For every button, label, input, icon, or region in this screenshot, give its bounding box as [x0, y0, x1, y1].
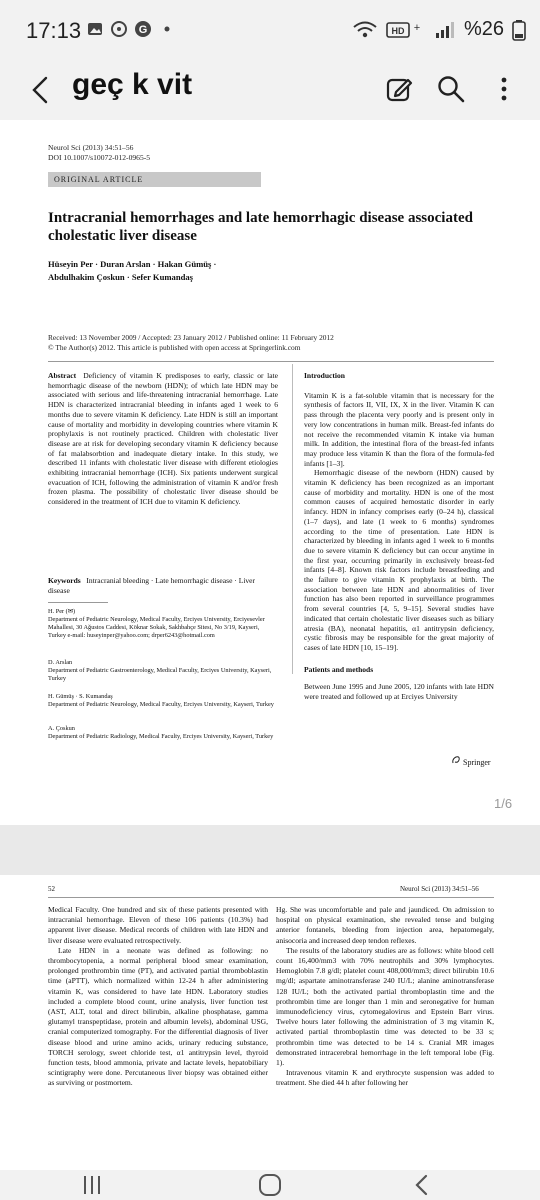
- pdf-page-1: [0, 120, 540, 825]
- introduction: [304, 371, 494, 702]
- pdf-viewer[interactable]: [0, 120, 540, 1170]
- intro-heading: Introduction: [304, 371, 345, 380]
- status-right: [352, 18, 526, 41]
- gallery-notification-icon: [86, 20, 104, 38]
- patients-methods-heading: Patients and methods: [304, 664, 374, 674]
- affiliation-1: [48, 608, 278, 640]
- pdf-page-2: [0, 875, 540, 1170]
- page-number: 52: [48, 885, 55, 893]
- aff1-name: H. Per (✉): [48, 608, 76, 615]
- authors-line-2: Abdulhakim Çoskun · Sefer Kumandaş: [48, 272, 194, 282]
- aff2-name: D. Arslan: [48, 659, 73, 666]
- springer-logo-icon: [451, 755, 461, 765]
- navigation-bar: [0, 1170, 540, 1200]
- doi-line: DOI 10.1007/s10072-012-0965-5: [48, 153, 151, 162]
- keywords-label: Keywords: [48, 576, 81, 585]
- springer-logo: [451, 755, 491, 767]
- page2-left-paragraph-1: Medical Faculty. One hundred and six of these patients presented with intracranial hemorrhage. Eleven of these 106 patients (10.3%) had apparent liver disease. Medical records of children with late HDN and liver disease were evaluated retrospectively.: [48, 905, 268, 945]
- abstract-label: Abstract: [48, 371, 77, 380]
- dot-icon: [158, 20, 176, 38]
- page2-journal-line: Neurol Sci (2013) 34:51–56: [400, 885, 479, 893]
- journal-line: Neurol Sci (2013) 34:51–56: [48, 143, 134, 152]
- status-bar: [0, 0, 540, 60]
- document-title: geç k vit: [72, 68, 193, 101]
- data-saver-icon: [110, 20, 128, 38]
- back-arrow-icon[interactable]: [26, 72, 56, 108]
- page2-left-paragraph-2: Late HDN in a neonate was defined as following: no thrombocytopenia, a normal peripheral blood smear examination, prolonged prothrombin time (PT), and activated partial thromboblastin time (aPTT), which normalized within 12-24 h after administering vitamin K, was considered to have late HDN. Laboratory studies included a complete blood count, urine analysis, liver function test (AST, ALT, total and direct bilirubin, alkaline phosphatase, gamma glutamyl transpeptidase, protein and albumin levels), abdominal USG, cranial computerized tomography. For the differential diagnosis of liver disease blood and urine amino acids, urinary reducing substance, TORCH serology, sweet chloride test, α1 antitrypsin level, thyroid function tests, blood ammonia, private and lactate levels, hepatobiliary scintigraphy were done. Percutaneous liver biopsy was obtained either as surviving or postmortem.: [48, 945, 268, 1088]
- aff1-text: Department of Pediatric Neurology, Medical Faculty, Erciyes University, Erciyesevler Mahallesi, 30 Ağustos Caddesi, Köknar Sokak, Sakhbahçe Sitesi, No 3/19, Kayseri, Turkey e-mail: huseyinper@yahoo.com; drper6243@hotmail.com: [48, 616, 265, 639]
- recents-icon[interactable]: [80, 1175, 104, 1195]
- section-label: ORIGINAL ARTICLE: [54, 175, 144, 184]
- affiliation-2: [48, 659, 278, 683]
- journal-meta: [48, 143, 150, 163]
- page2-right-paragraph-1: Hg. She was uncomfortable and pale and jaundiced. On admission to hospital on physical examination, she revealed tense and bulging anterior fontanels, bleeding from injection area, hepatomegaly, anisocoria and increased deep tendon reflexes.: [276, 905, 494, 945]
- page2-right-paragraph-2: The results of the laboratory studies are as follows: white blood cell count 16,400/mm3 with 70% neutrophils and 30% lymphocytes. Hemoglobin 7.8 g/dl; platelet count 408,000/mm3; direct bilirubin 10.6 mg/dl; aspartate aminotransferase 240 IU/L; alanine aminotransferase 128 IU/L; both the activated partial thromboplastin time and the prothrombin time are longer than 1 min and seronegative for human immunodeficiency virus, cytomegalovirus and Epstein Barr virus. Twelve hours later following the administration of 3 mg vitamin K, activated partial thromboplastin time was detected to be 33 s; prothrombin time was detected to be 14 s. Cranial MR images demonstrated intracerebral hemorrhage in the left temporal lobe (Fig. 1).: [276, 945, 494, 1068]
- affiliation-3: [48, 693, 278, 709]
- search-icon[interactable]: [436, 74, 466, 104]
- intro-paragraph-1: Vitamin K is a fat-soluble vitamin that is necessary for the synthesis of factors II, VII, IX, X in the liver. Vitamin K can pass through the placenta very poorly and is present only in very low concentrations in human milk. Breast-fed infants do not receive the recommended vitamin K intake via human milk. In addition, the intestinal flora of the breast-fed infants may produce less vitamin K than the flora of the formula-fed infants [1–3].: [304, 390, 494, 468]
- keywords-text: Intracranial bleeding · Late hemorrhagic disease · Liver disease: [48, 576, 256, 595]
- edit-icon[interactable]: [384, 74, 414, 104]
- g-circle-icon: [134, 20, 152, 38]
- authors: [48, 258, 348, 284]
- dates-block: [48, 333, 488, 353]
- authors-line-1: Hüseyin Per · Duran Arslan · Hakan Gümüş ·: [48, 259, 217, 269]
- home-icon[interactable]: [258, 1174, 282, 1196]
- page2-header-rule: [48, 897, 494, 898]
- aff4-name: A. Çoskun: [48, 725, 75, 732]
- battery-icon: [512, 19, 526, 41]
- dates-line: Received: 13 November 2009 / Accepted: 23 January 2012 / Published online: 11 February 2012: [48, 333, 334, 342]
- svg-text:+: +: [413, 21, 421, 34]
- svg-text:G: G: [138, 24, 148, 36]
- patients-methods-text: Between June 1995 and June 2005, 120 infants with late HDN were treated and followed up at Erciyes University: [304, 682, 494, 702]
- aff3-text: Department of Pediatric Neurology, Medical Faculty, Erciyes University, Kayseri, Turkey: [48, 701, 274, 708]
- affiliation-4: [48, 725, 278, 741]
- back-nav-icon[interactable]: [412, 1174, 432, 1196]
- wifi-icon: [352, 20, 378, 40]
- status-time: 17:13: [26, 18, 82, 43]
- page2-left-column: [48, 905, 268, 1089]
- intro-paragraph-2: Hemorrhagic disease of the newborn (HDN) caused by vitamin K deficiency has been recognized as an important cause of morbidity and mortality. HDN is one of the most common causes of acquired hemostatic disorder in early infancy. HDN in infancy comprises early (0–24 h), classical (1–7 days), and late (1 week to 6 months) syndromes according to the time of presentation. Late HDN is characterized by bleeding in infants aged 1 week to 6 months due to severe vitamin K deficiency but can occur anytime in the first year, occurring primarily in exclusively breast-fed infants [4–8]. Known risk factors include breastfeeding and the failure to give vitamin K prophylaxis at birth. The association between late HDN and abnormalities of liver function has also been reported in surveillance programmes from several countries [4, 5, 9–15]. Several studies have indicated that certain cholestatic liver diseases such as biliary atresia (BA), neonatal hepatitis, α1 antitrypsin deficiency, cystic fibrosis may be responsible for the great majority of cases of late HDN [10, 15–19].: [304, 468, 494, 652]
- notification-icons: [86, 20, 176, 38]
- volte-icon: [386, 20, 426, 40]
- article-title: Intracranial hemorrhages and late hemorrhagic disease associated cholestatic liver disease: [48, 210, 473, 244]
- aff4-text: Department of Pediatric Radiology, Medical Faculty, Erciyes University, Kayseri, Turkey: [48, 733, 274, 740]
- page-indicator: 1/6: [494, 796, 513, 811]
- more-vert-icon[interactable]: [498, 74, 510, 104]
- aff3-name: H. Gümüş · S. Kumandaş: [48, 693, 113, 700]
- abstract-text: Deficiency of vitamin K predisposes to early, classic or late hemorrhagic disease of the newborn (HDN); of which late HDN may be associated with serious and life-threatening intracranial hemorrhage. Late HDN is characterized intracranial bleeding in infants aged 1 week to 6 months due to severe vitamin K deficiency. Late HDN is still an important cause of mortality and morbidity in developing countries where vitamin K prophylaxis is not routinely practiced. Children with cholestatic liver disease are at risk for developing secondary vitamin K deficiency because of fat malabsorbtion and inadequate dietary intake. In this study, we described 11 infants with cholestatic liver disease with different etiologies exhibiting intracranial hemorrhage (ICH). Six patients underwent surgical evacuation of ICH, following the administration of vitamin K and/or fresh frozen plasma. The possibility of cholestatic liver disease should be considered in the treatment of ICH due to vitamin K deficiency.: [48, 371, 278, 507]
- column-divider: [292, 364, 293, 674]
- section-banner: [48, 172, 261, 187]
- header-rule: [48, 361, 494, 362]
- signal-icon: [434, 20, 456, 40]
- svg-text:HD: HD: [391, 25, 405, 36]
- aff2-text: Department of Pediatric Gastroenterology, Medical Faculty, Erciyes University, Kayseri, Turkey: [48, 667, 272, 682]
- affiliation-rule: [48, 602, 108, 603]
- page2-right-column: [276, 905, 494, 1089]
- page2-right-paragraph-3: Intravenous vitamin K and erythrocyte suspension was added to treatment. She died 44 h after following her: [276, 1068, 494, 1088]
- app-bar: [0, 60, 540, 120]
- copyright-line: © The Author(s) 2012. This article is published with open access at Springerlink.com: [48, 343, 301, 352]
- keywords: [48, 576, 278, 596]
- battery-percent: %26: [463, 18, 504, 40]
- springer-text: Springer: [463, 758, 491, 767]
- abstract: [48, 371, 278, 507]
